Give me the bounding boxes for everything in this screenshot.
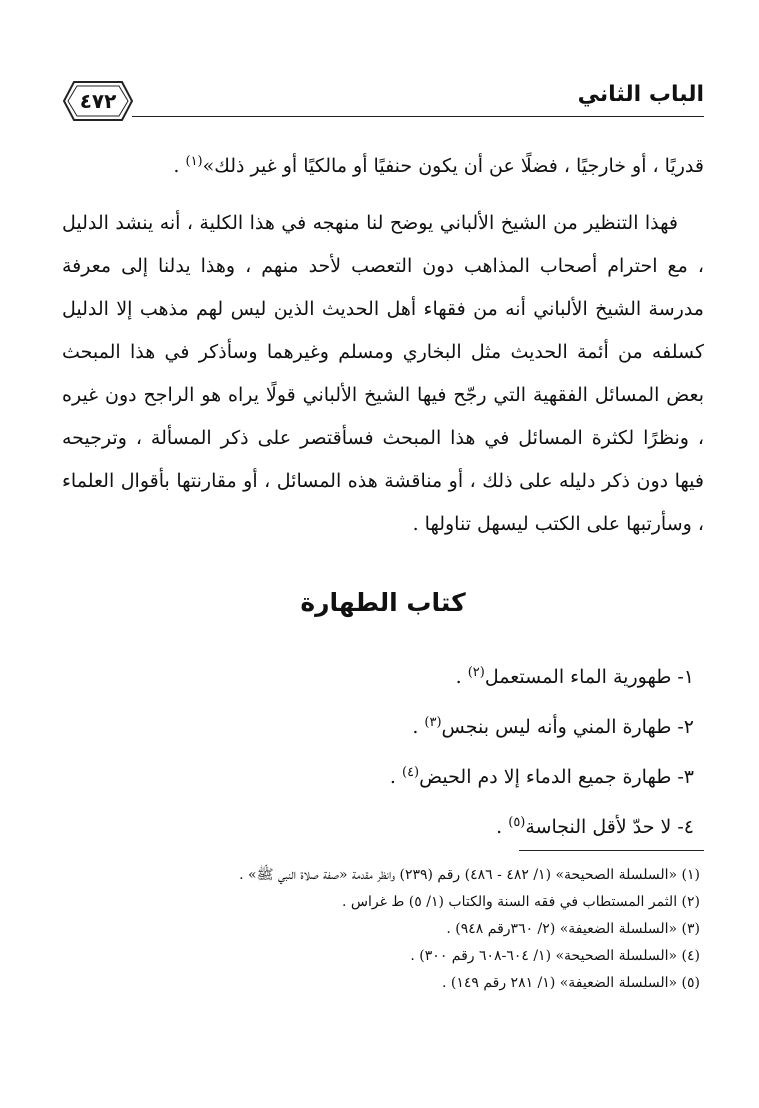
footnote-ref: (٥) [508,815,526,830]
main-text [62,140,704,546]
header-rule [132,116,704,117]
quote-ending-text: قدريًا ، أو خارجيًا ، فضلًا عن أن يكون حنفيًا أو مالكيًا أو غير ذلك» [202,155,704,177]
list-item-text: ٢- طهارة المني وأنه ليس بنجس [441,716,694,738]
issues-list [62,650,704,850]
list-item-text: ٣- طهارة جميع الدماء إلا دم الحيض [419,766,694,788]
list-item: ١- طهورية الماء المستعمل$^{(٢)}$ . [455,665,694,688]
list-item-text: ٤- لا حدّ لأقل النجاسة [525,816,694,838]
section-title: كتاب الطهارة [300,588,466,617]
list-item: ٣- طهارة جميع الدماء إلا دم الحيض$^{(٤)}$ . [389,765,694,788]
paragraph: فهذا التنظير من الشيخ الألباني يوضح لنا منهجه في هذا الكلية ، أنه ينشد الدليل ، مع احترام أصحاب المذاهب دون التعصب لأحد منهم ، وهذا يدلنا إلى معرفة مدرسة الشيخ الألباني أنه من فقهاء أهل الحديث الذين ليس لهم مذهب إلا الدليل كسلفه من أئمة الحديث مثل البخاري ومسلم وغيرهما وسأذكر في هذا المبحث بعض المسائل الفقهية التي رجّح فيها الشيخ الألباني قولًا يراه هو الراجح دون غيره ، ونظرًا لكثرة المسائل في هذا المبحث فسأقتصر على ذكر المسألة ، وترجيحه فيها دون ذكر دليله على ذلك ، أو مناقشة هذه المسائل ، أو مقارنتها بأقوال العلماء ، وسأرتبها على الكتب ليسهل تناولها . [62,212,704,535]
page-number-badge [62,80,134,122]
footnote: (٤) «السلسلة الصحيحة» (١/ ٦٠٤-٦٠٨ رقم ٣٠٠) . [410,948,700,964]
list-item-text: ١- طهورية الماء المستعمل [484,666,694,688]
footnote: (٣) «السلسلة الضعيفة» (٢/ ٣٦٠رقم ٩٤٨) . [446,921,700,937]
footnote-ref: (٤) [401,765,420,780]
list-item: ٢- طهارة المني وأنه ليس بنجس$^{(٣)}$ . [412,715,694,738]
page-header [62,80,704,130]
footnote: (٥) «السلسلة الضعيفة» (١/ ٢٨١ رقم ١٤٩) . [441,975,700,991]
footnote-ref: (٣) [424,715,442,730]
footnotes [62,862,704,997]
chapter-title: الباب الثاني [577,82,704,107]
footnote-separator [519,850,704,851]
quote-ending-period: . [173,155,186,177]
list-item: ٤- لا حدّ لأقل النجاسة$^{(٥)}$ . [496,815,694,838]
footnote: (١) «السلسلة الصحيحة» (١/ ٤٨٢ - ٤٨٦) رقم (٢٣٩) وانظر مقدمة «صفة صلاة النبي ﷺ» . [239,867,700,883]
footnote-ref: (٢) [467,665,485,680]
page-number: ٤٧٢ [79,89,117,113]
footnote: (٢) الثمر المستطاب في فقه السنة والكتاب (١/ ٥) ط غراس . [342,894,700,910]
quote-ending-line [62,140,704,188]
footnote-ref-1: (١) [185,154,203,169]
